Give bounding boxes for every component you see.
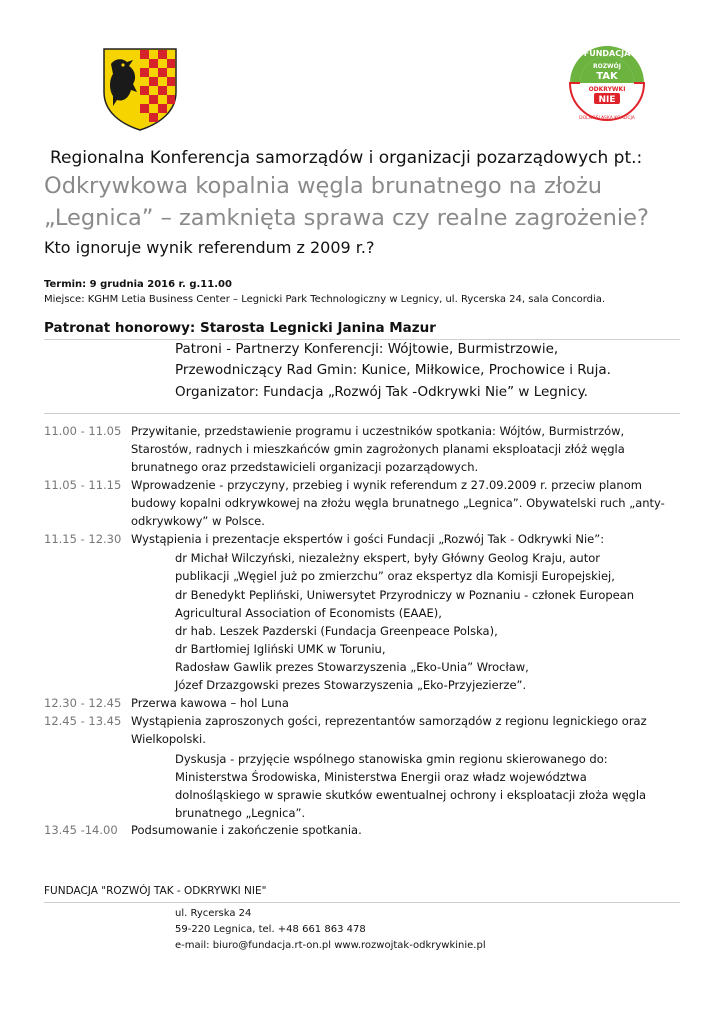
organizer-line: Organizator: Fundacja „Rozwój Tak -Odkrywki Nie” w Legnicy.: [175, 384, 588, 400]
legnica-county-crest-logo: [101, 46, 179, 132]
agenda-time: 13.45 -14.00: [44, 823, 118, 837]
agenda-text: Podsumowanie i zakończenie spotkania.: [131, 823, 362, 837]
footer-address: 59-220 Legnica, tel. +48 661 863 478: [175, 924, 366, 935]
expert-line: dr Bartłomiej Igliński UMK w Toruniu,: [175, 642, 386, 656]
agenda-time: 11.05 - 11.15: [44, 478, 122, 492]
discussion-line: dolnośląskiego w sprawie skutków ewentualnej ochrony i eksploatacji złoża węgla: [175, 788, 647, 802]
seal-text-rozwoj: ROZWÓJ: [592, 63, 622, 70]
seal-text-ring: DOLNOŚLĄSKA KOALICJA: [579, 116, 635, 121]
agenda-text: Wielkopolski.: [131, 732, 206, 746]
expert-line: publikacji „Węgiel już po zmierzchu” oraz ekspertyz dla Komisji Europejskiej,: [175, 569, 615, 583]
agenda-text: brunatnego oraz przedstawicieli organizacji pozarządowych.: [131, 460, 479, 474]
expert-line: Radosław Gawlik prezes Stowarzyszenia „Eko-Unia” Wrocław,: [175, 660, 529, 674]
foundation-seal-logo: [566, 42, 648, 124]
agenda-text: Wystąpienia i prezentacje ekspertów i gości Fundacji „Rozwój Tak - Odkrywki Nie”:: [131, 532, 605, 546]
discussion-line: Ministerstwa Środowiska, Ministerstwa Energii oraz władz województwa: [175, 770, 587, 784]
conference-intro: Regionalna Konferencja samorządów i organizacji pozarządowych pt.:: [50, 148, 643, 168]
title-line-2: „Legnica” – zamknięta sprawa czy realne zagrożenie?: [44, 205, 649, 231]
agenda-time: 11.00 - 11.05: [44, 424, 122, 438]
title-line-1: Odkrywkowa kopalnia węgla brunatnego na złożu: [44, 173, 603, 199]
subtitle-question: Kto ignoruje wynik referendum z 2009 r.?: [44, 238, 375, 257]
divider: [44, 339, 680, 340]
agenda-time: 12.45 - 13.45: [44, 714, 122, 728]
event-date: Termin: 9 grudnia 2016 r. g.11.00: [44, 279, 232, 290]
agenda-text: Przerwa kawowa – hol Luna: [131, 696, 289, 710]
agenda-text: odkrywkowy” w Polsce.: [131, 514, 265, 528]
agenda-time: 11.15 - 12.30: [44, 532, 122, 546]
event-location: Miejsce: KGHM Letia Business Center – Legnicki Park Technologiczny w Legnicy, ul. Rycerska 24, sala Concordia.: [44, 294, 606, 305]
patrons-line: Przewodniczący Rad Gmin: Kunice, Miłkowice, Prochowice i Ruja.: [175, 362, 611, 378]
seal-text-tak: TAK: [596, 71, 618, 82]
expert-line: dr Michał Wilczyński, niezależny ekspert, były Główny Geolog Kraju, autor: [175, 551, 600, 565]
seal-text-top: FUNDACJA: [583, 49, 631, 58]
footer-contact: e-mail: biuro@fundacja.rt-on.pl www.rozwojtak-odkrywkinie.pl: [175, 940, 486, 951]
footer-organization: FUNDACJA "ROZWÓJ TAK - ODKRYWKI NIE": [44, 885, 267, 897]
divider: [44, 902, 680, 903]
agenda-text: Wprowadzenie - przyczyny, przebieg i wynik referendum z 27.09.2009 r. przeciw planom: [131, 478, 642, 492]
seal-text-nie: NIE: [598, 95, 616, 105]
seal-text-odkrywki: ODKRYWKI: [588, 86, 626, 93]
discussion-line: Dyskusja - przyjęcie wspólnego stanowiska gmin regionu skierowanego do:: [175, 752, 608, 766]
divider: [44, 413, 680, 414]
expert-line: Józef Drzazgowski prezes Stowarzyszenia „Eko-Przyjezierze”.: [175, 678, 527, 692]
agenda-text: Starostów, radnych i mieszkańców gmin zagrożonych planami eksploatacji złóż węgla: [131, 442, 625, 456]
expert-line: dr hab. Leszek Pazderski (Fundacja Greenpeace Polska),: [175, 624, 498, 638]
footer-address: ul. Rycerska 24: [175, 908, 252, 919]
expert-line: Agricultural Association of Economists (EAAE),: [175, 606, 442, 620]
agenda-time: 12.30 - 12.45: [44, 696, 122, 710]
agenda-text: Przywitanie, przedstawienie programu i uczestników spotkania: Wójtów, Burmistrzów,: [131, 424, 625, 438]
agenda-text: budowy kopalni odkrywkowej na złożu węgla brunatnego „Legnica”. Obywatelski ruch „anty-: [131, 496, 665, 510]
honorary-patronage: Patronat honorowy: Starosta Legnicki Janina Mazur: [44, 320, 436, 336]
discussion-line: brunatnego „Legnica”.: [175, 806, 306, 820]
expert-line: dr Benedykt Pepliński, Uniwersytet Przyrodniczy w Poznaniu - członek European: [175, 588, 635, 602]
agenda-text: Wystąpienia zaproszonych gości, reprezentantów samorządów z regionu legnickiego oraz: [131, 714, 647, 728]
patrons-line: Patroni - Partnerzy Konferencji: Wójtowie, Burmistrzowie,: [175, 341, 559, 357]
